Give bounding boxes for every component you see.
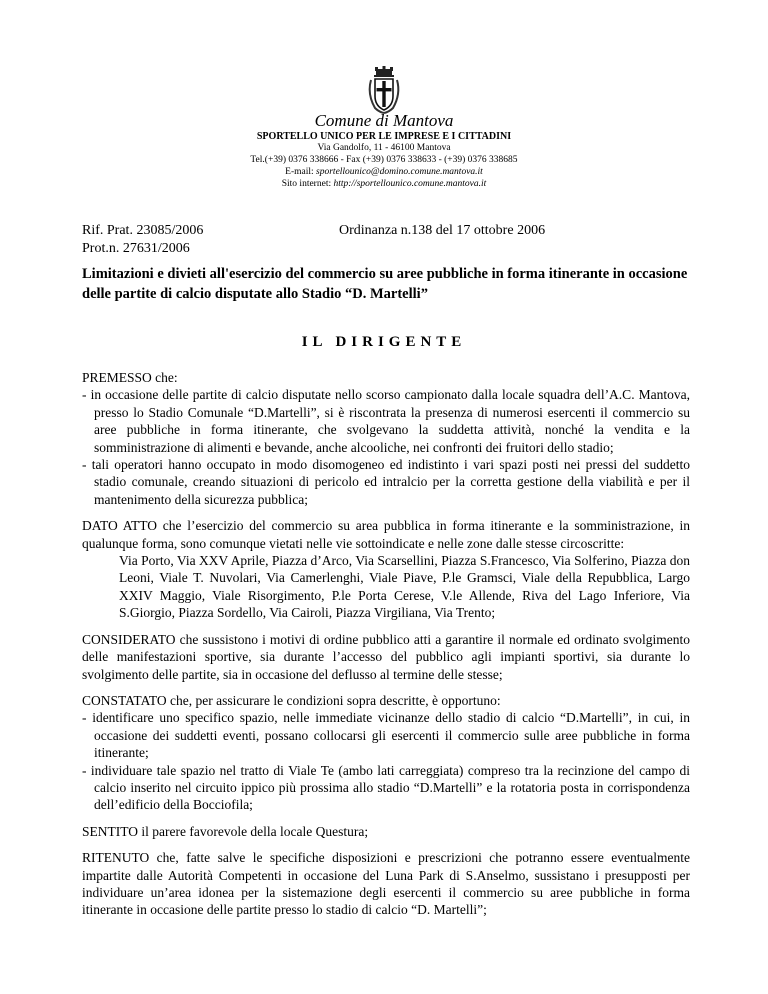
section-heading: IL DIRIGENTE — [301, 334, 467, 350]
reference-block — [82, 222, 203, 258]
premesso-item: - tali operatori hanno occupato in modo disomogeneo ed indistinto i vari spazi posti nei pressi del suddetto stadio comunale, creando situazioni di pericolo ed intralcio per la corretta gestione della viabilità e per il mantenimento della sicurezza pubblica; — [82, 457, 690, 507]
site-label: Sito internet: — [281, 179, 334, 189]
dato-atto-paragraph: DATO ATTO che l’esercizio del commercio su area pubblica in forma itinerante e la somministrazione, in qualunque forma, sono comunque vietati nelle vie sottoindicate e nelle zone dalle stesse circoscritte: — [82, 518, 690, 551]
constatato-item: - individuare tale spazio nel tratto di Viale Te (ambo lati carreggiata) compreso tra la recinzione del campo di calcio inserito nel circuito ippico più prossima allo stadio “D.Martelli” e la rotatoria posta in corrispondenza dell’edificio della Bocciofila; — [82, 762, 690, 813]
ordinance-number: Ordinanza n.138 del 17 ottobre 2006 — [339, 223, 546, 238]
constatato-item: - identificare uno specifico spazio, nelle immediate vicinanze dello stadio di calcio “D.Martelli”, in cui, in occasione dei suddetti eventi, possano collocarsi gli esercenti il commercio sulle aree pubbliche in forma itinerante; — [82, 710, 690, 761]
document-subject: Limitazioni e divieti all'esercizio del commercio su aree pubbliche in forma itinerante in occasione delle partite di calcio disputate allo Stadio “D. Martelli” — [82, 266, 688, 302]
premesso-item: - in occasione delle partite di calcio disputate nello scorso campionato dalla locale squadra dell’A.C. Mantova, presso lo Stadio Comunale “D.Martelli”, si è riscontrata la presenza di numerosi esercenti il commercio su aree pubbliche in forma itinerante, che svolgevano la suddetta attività, nonché la vendita e la somministrazione di alimenti e bevande, anche alcooliche, nei confronti dei fruitori dello stadio; — [82, 387, 690, 455]
street-list: Via Porto, Via XXV Aprile, Piazza d’Arco, Via Scarsellini, Piazza S.Francesco, Via Solferino, Piazza don Leoni, Viale T. Nuvolari, Via Camerlenghi, Viale Piave, P.le Gramsci, Viale della Repubblica, Largo XXIV Maggio, Viale Risorgimento, P.le Porta Cerese, V.le Allende, Riva del Lago Inferiore, Via S.Giorgio, Piazza Sordello, Via Cairoli, Piazza Virgiliana, Via Trento; — [119, 553, 690, 621]
premesso-lead: PREMESSO che: — [82, 370, 178, 385]
email-link[interactable]: sportellounico@domino.comune.mantova.it — [316, 167, 483, 177]
office-name: SPORTELLO UNICO PER LE IMPRESE E I CITTADINI — [256, 131, 512, 142]
document-body — [82, 369, 690, 928]
practice-reference: Rif. Prat. 23085/2006 — [82, 223, 204, 238]
office-address: Via Gandolfo, 11 - 46100 Mantova — [317, 143, 451, 153]
constatato-lead: CONSTATATO che, per assicurare le condizioni sopra descritte, è opportuno: — [82, 692, 501, 708]
office-email-line — [0, 167, 768, 178]
office-phone: Tel.(+39) 0376 338666 - Fax (+39) 0376 338633 - (+39) 0376 338685 — [250, 155, 518, 165]
office-site-line — [0, 179, 768, 190]
sentito-paragraph: SENTITO il parere favorevole della locale Questura; — [82, 823, 369, 839]
site-link[interactable]: http://sportellounico.comune.mantova.it — [333, 179, 487, 189]
considerato-paragraph: CONSIDERATO che sussistono i motivi di ordine pubblico atti a garantire il normale ed ordinato svolgimento delle manifestazioni sportive, sia durante l’accesso del pubblico agli impianti sportivi, sia durante lo svolgimento delle partite, sia in occasione del deflusso al termine delle stesse; — [82, 631, 690, 682]
email-label: E-mail: — [285, 167, 317, 177]
crest-icon — [365, 66, 403, 116]
ritenuto-paragraph: RITENUTO che, fatte salve le specifiche disposizioni e prescrizioni che potranno essere eventualmente impartite dalle Autorità Competenti in occasione del Luna Park di S.Anselmo, sussistano i presupposti per individuare un’area idonea per la sistemazione degli esercenti il commercio su aree pubbliche in forma itinerante in occasione delle partite presso lo stadio di calcio “D. Martelli”; — [82, 850, 690, 918]
protocol-number: Prot.n. 27631/2006 — [82, 241, 190, 256]
municipality-title: Comune di Mantova — [314, 111, 454, 130]
